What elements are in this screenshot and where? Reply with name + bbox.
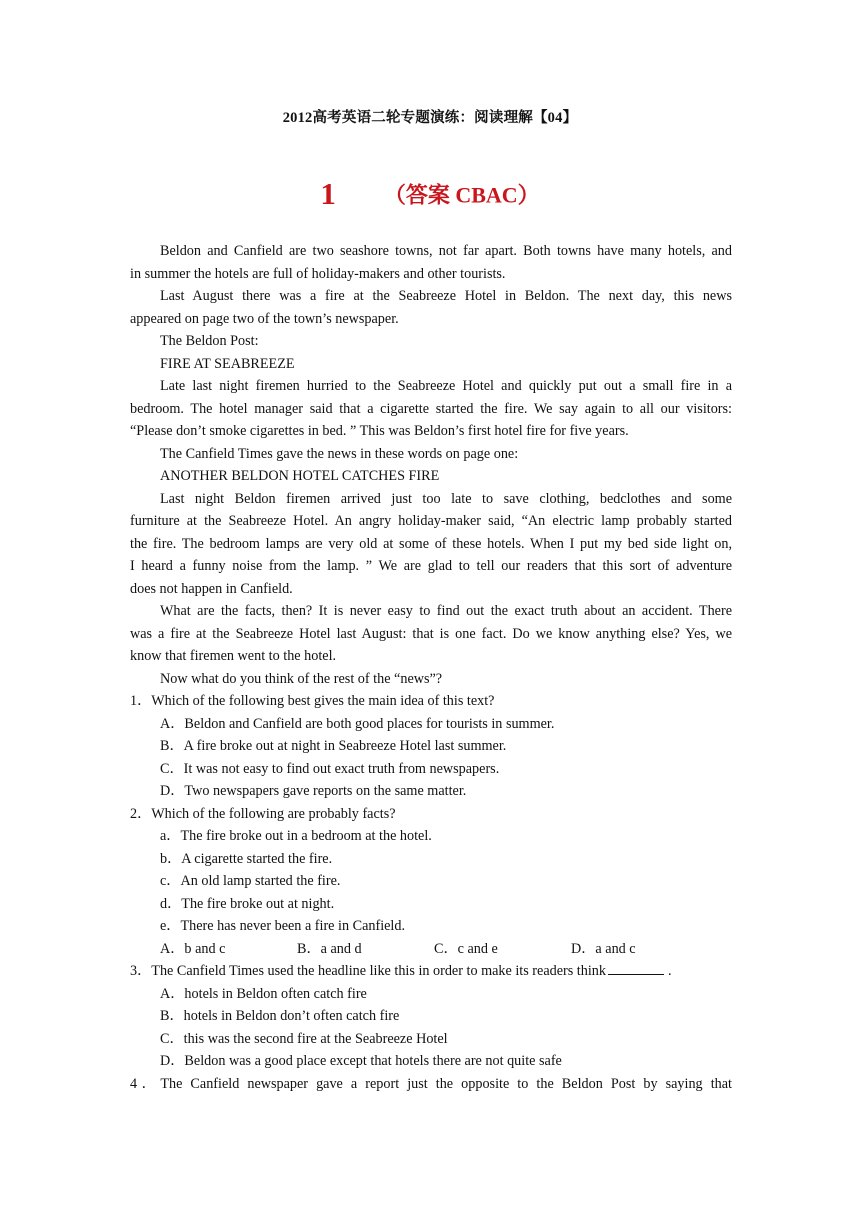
passage-line: Last night Beldon firemen arrived just too late to save clothing, bedclothes and some <box>160 490 732 507</box>
passage-line: know that firemen went to the hotel. <box>130 648 337 664</box>
statement-e: e．There has never been a fire in Canfield. <box>160 918 406 934</box>
passage-line: in summer the hotels are full of holiday-makers and other tourists. <box>130 265 506 282</box>
option-b: B．a and d <box>297 940 362 957</box>
passage-line: Now what do you think of the rest of the “news”? <box>160 670 443 687</box>
passage-body <box>130 240 732 1095</box>
passage-line: was a fire at the Seabreeze Hotel last August: that is one fact. Do we know anything else? Yes, we <box>130 625 732 642</box>
section-number: 1 <box>320 176 336 211</box>
newspaper-headline: FIRE AT SEABREEZE <box>160 355 295 372</box>
passage-line: What are the facts, then? It is never easy to find out the exact truth about an accident. There <box>160 603 732 619</box>
question-stem: 4．The Canfield newspaper gave a report just the opposite to the Beldon Post by saying that <box>130 1075 732 1092</box>
passage-line: does not happen in Canfield. <box>130 580 293 597</box>
passage-line: The Canfield Times gave the news in these words on page one: <box>160 445 519 462</box>
statement-c: c．An old lamp started the fire. <box>160 873 341 889</box>
option-a: A．hotels in Beldon often catch fire <box>160 985 367 1002</box>
option-c: C．It was not easy to find out exact truth from newspapers. <box>160 760 500 777</box>
statement-b: b．A cigarette started the fire. <box>160 850 333 867</box>
option-b: B．hotels in Beldon don’t often catch fire <box>160 1008 400 1024</box>
question-stem: 1．Which of the following best gives the main idea of this text? <box>130 693 495 709</box>
statement-a: a．The fire broke out in a bedroom at the hotel. <box>160 828 432 844</box>
option-c: C．c and e <box>434 940 498 957</box>
option-a: A．Beldon and Canfield are both good places for tourists in summer. <box>160 715 555 732</box>
newspaper-headline: ANOTHER BELDON HOTEL CATCHES FIRE <box>160 468 440 484</box>
option-d: D．Beldon was a good place except that hotels there are not quite safe <box>160 1053 562 1069</box>
passage-line: I heard a funny noise from the lamp. ” We are glad to tell our readers that this sort of adventure <box>130 558 732 574</box>
option-a: A．b and c <box>160 940 226 957</box>
newspaper-name: The Beldon Post: <box>160 333 259 349</box>
passage-line: appeared on page two of the town’s newspaper. <box>130 310 399 327</box>
passage-line: Last August there was a fire at the Seabreeze Hotel in Beldon. The next day, this news <box>160 288 732 304</box>
question-stem-text: 3．The Canfield Times used the headline like this in order to make its readers think <box>130 963 606 979</box>
answer-blank <box>608 960 664 975</box>
answer-key: （答案 CBAC） <box>383 182 540 208</box>
passage-line: “Please don’t smoke cigarettes in bed. ” This was Beldon’s first hotel fire for five years. <box>130 423 629 439</box>
option-b: B．A fire broke out at night in Seabreeze Hotel last summer. <box>160 738 507 754</box>
passage-line: bedroom. The hotel manager said that a cigarette started the fire. We say again to all our visitors: <box>130 400 732 417</box>
section-heading <box>0 176 860 212</box>
document-title: 2012高考英语二轮专题演练：阅读理解【04】 <box>282 110 578 126</box>
question-stem <box>130 960 732 983</box>
question-stem-end: . <box>667 963 672 979</box>
passage-line: Late last night firemen hurried to the Seabreeze Hotel and quickly put out a small fire in a <box>160 378 732 394</box>
passage-line: the fire. The bedroom lamps are very old at some of these hotels. When I put my bed side light on, <box>130 535 732 552</box>
question-stem: 2．Which of the following are probably facts? <box>130 805 396 822</box>
option-d: D．Two newspapers gave reports on the same matter. <box>160 783 467 799</box>
option-d: D．a and c <box>571 940 636 957</box>
answer-choices <box>130 938 732 961</box>
option-c: C．this was the second fire at the Seabreeze Hotel <box>160 1030 448 1047</box>
statement-d: d．The fire broke out at night. <box>160 895 335 912</box>
passage-line: Beldon and Canfield are two seashore towns, not far apart. Both towns have many hotels, and <box>160 243 732 259</box>
passage-line: furniture at the Seabreeze Hotel. An angry holiday-maker said, “An electric lamp probably started <box>130 513 732 529</box>
